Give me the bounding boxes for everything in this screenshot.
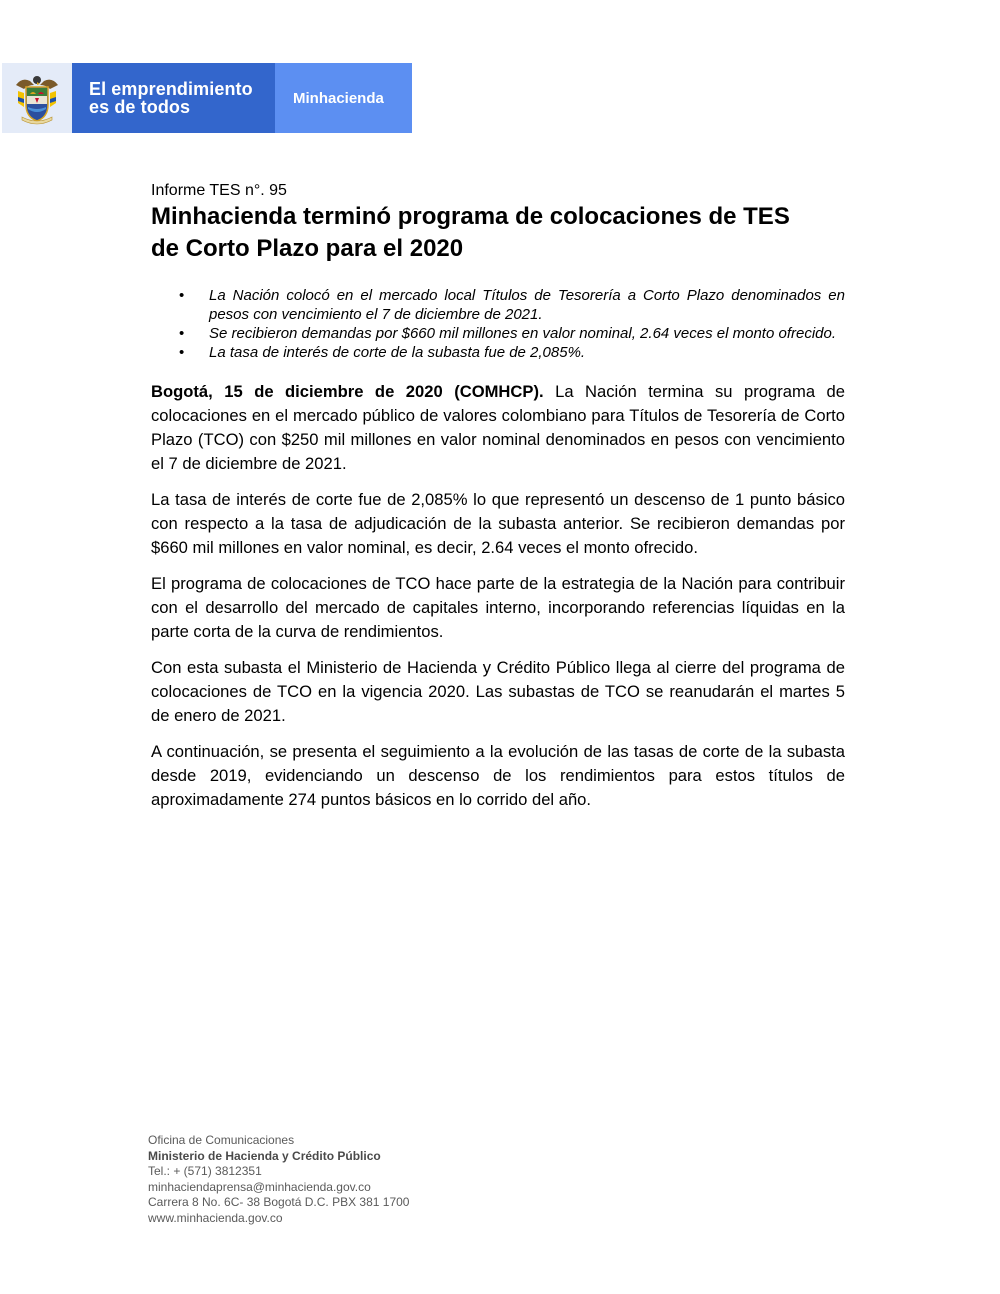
footer-phone: Tel.: + (571) 3812351: [148, 1164, 262, 1178]
paragraph-2: La tasa de interés de corte fue de 2,085% lo que representó un descenso de 1 punto básico con respecto a la tasa de adjudicación de la subasta anterior. Se recibieron demandas por $660 mil millones en valor nominal, es decir, 2.64 veces el monto ofrecido.: [151, 490, 845, 557]
paragraph-1-text: La Nación termina su programa de colocaciones en el mercado público de valores colombiano para Títulos de Tesorería de Corto Plazo (TCO) con $250 mil millones en valor nominal denominados en pesos con vencimiento el 7 de diciembre de 2021.: [151, 382, 845, 473]
paragraph-3: El programa de colocaciones de TCO hace parte de la estrategia de la Nación para contribuir con el desarrollo del mercado de capitales interno, incorporando referencias líquidas en la parte corta de la curva de rendimientos.: [151, 574, 845, 641]
footer-address: Carrera 8 No. 6C- 38 Bogotá D.C. PBX 381 1700: [148, 1195, 410, 1209]
seal-container: [2, 63, 72, 133]
highlight-item: • Se recibieron demandas por $660 mil millones en valor nominal, 2.64 veces el monto ofrecido.: [209, 324, 845, 343]
dateline: Bogotá, 15 de diciembre de 2020 (COMHCP).: [151, 382, 544, 401]
highlights-list: [151, 286, 845, 362]
title-line-1: Minhacienda terminó programa de colocaciones de TES: [151, 203, 790, 230]
footer-website: www.minhacienda.gov.co: [148, 1210, 283, 1225]
paragraph-4: Con esta subasta el Ministerio de Hacienda y Crédito Público llega al cierre del programa de colocaciones de TCO en la vigencia 2020. Las subastas de TCO se reanudarán el martes 5 de enero de 2021.: [151, 658, 845, 725]
paragraph-1: [151, 380, 845, 476]
report-number: Informe TES n°. 95: [151, 182, 287, 199]
footer-email: minhaciendaprensa@minhacienda.gov.co: [148, 1179, 371, 1194]
colombia-coat-of-arms-icon: [12, 71, 62, 125]
footer-ministry: Ministerio de Hacienda y Crédito Público: [148, 1148, 381, 1163]
banner-line-1: El emprendimiento: [89, 79, 253, 99]
banner-slogan: [72, 63, 275, 133]
highlight-item: • La Nación colocó en el mercado local Títulos de Tesorería a Corto Plazo denominados en pesos con vencimiento el 7 de diciembre de 2021.: [209, 286, 845, 324]
header-banner: [2, 63, 412, 133]
title-line-2: de Corto Plazo para el 2020: [151, 235, 464, 262]
footer-office: Oficina de Comunicaciones: [148, 1133, 295, 1147]
contact-footer: [148, 1133, 409, 1226]
banner-line-2: es de todos: [89, 97, 191, 117]
document-body: [151, 181, 845, 824]
highlight-item: • La tasa de interés de corte de la subasta fue de 2,085%.: [209, 343, 845, 362]
brand-label: Minhacienda: [275, 63, 412, 133]
document-title: [151, 201, 845, 265]
paragraph-5: A continuación, se presenta el seguimiento a la evolución de las tasas de corte de la subasta desde 2019, evidenciando un descenso de los rendimientos para estos títulos de aproximadamente 274 puntos básicos en lo corrido del año.: [151, 742, 845, 809]
